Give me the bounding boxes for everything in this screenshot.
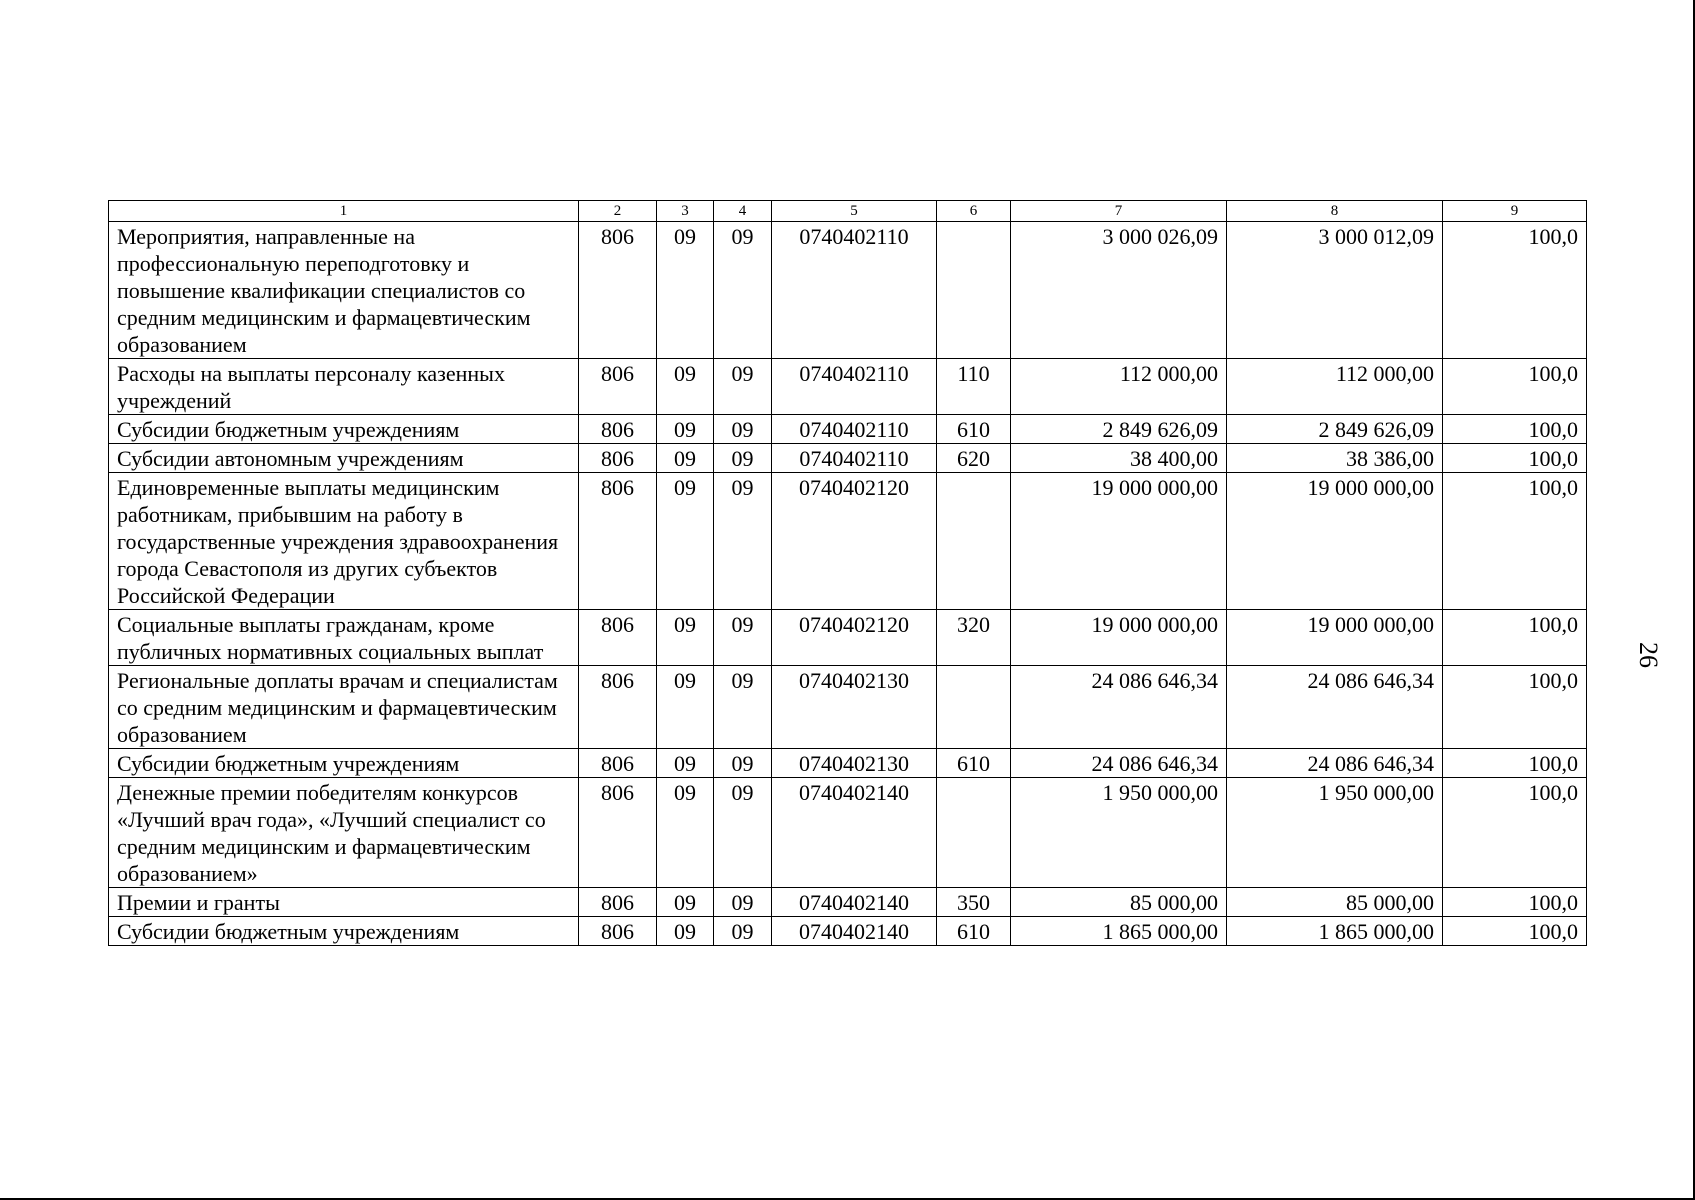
cell-col4: 09 — [714, 778, 772, 888]
cell-col4: 09 — [714, 917, 772, 946]
column-header-6: 6 — [937, 201, 1011, 222]
cell-col9: 100,0 — [1443, 888, 1587, 917]
cell-col7: 38 400,00 — [1011, 444, 1227, 473]
cell-col6 — [937, 778, 1011, 888]
cell-col7: 1 865 000,00 — [1011, 917, 1227, 946]
cell-name: Субсидии бюджетным учреждениям — [109, 749, 579, 778]
cell-name: Субсидии автономным учреждениям — [109, 444, 579, 473]
cell-col2: 806 — [579, 917, 657, 946]
cell-col5: 0740402130 — [772, 749, 937, 778]
cell-col8: 24 086 646,34 — [1227, 666, 1443, 749]
cell-col3: 09 — [657, 666, 714, 749]
table-row — [109, 917, 1587, 946]
cell-col9: 100,0 — [1443, 749, 1587, 778]
cell-col7: 3 000 026,09 — [1011, 222, 1227, 359]
cell-name: Денежные премии победителям конкурсов «Лучший врач года», «Лучший специалист со средним медицинским и фармацевтическим образованием» — [109, 778, 579, 888]
cell-col9: 100,0 — [1443, 415, 1587, 444]
cell-col5: 0740402110 — [772, 359, 937, 415]
cell-col5: 0740402110 — [772, 444, 937, 473]
column-header-8: 8 — [1227, 201, 1443, 222]
table-row — [109, 610, 1587, 666]
cell-col4: 09 — [714, 415, 772, 444]
cell-col5: 0740402120 — [772, 473, 937, 610]
cell-col7: 2 849 626,09 — [1011, 415, 1227, 444]
table-row — [109, 359, 1587, 415]
column-header-3: 3 — [657, 201, 714, 222]
cell-col7: 19 000 000,00 — [1011, 610, 1227, 666]
cell-col7: 24 086 646,34 — [1011, 749, 1227, 778]
cell-col3: 09 — [657, 222, 714, 359]
cell-col8: 19 000 000,00 — [1227, 473, 1443, 610]
cell-name: Субсидии бюджетным учреждениям — [109, 415, 579, 444]
column-header-4: 4 — [714, 201, 772, 222]
cell-col4: 09 — [714, 888, 772, 917]
cell-col9: 100,0 — [1443, 778, 1587, 888]
cell-col9: 100,0 — [1443, 610, 1587, 666]
table-row — [109, 473, 1587, 610]
cell-col8: 24 086 646,34 — [1227, 749, 1443, 778]
cell-col2: 806 — [579, 778, 657, 888]
cell-col5: 0740402120 — [772, 610, 937, 666]
cell-col5: 0740402110 — [772, 222, 937, 359]
budget-table — [108, 200, 1587, 946]
cell-name: Социальные выплаты гражданам, кроме публичных нормативных социальных выплат — [109, 610, 579, 666]
cell-col4: 09 — [714, 610, 772, 666]
cell-col8: 19 000 000,00 — [1227, 610, 1443, 666]
column-header-9: 9 — [1443, 201, 1587, 222]
cell-col8: 85 000,00 — [1227, 888, 1443, 917]
cell-col6: 610 — [937, 415, 1011, 444]
cell-col4: 09 — [714, 749, 772, 778]
cell-col3: 09 — [657, 610, 714, 666]
cell-col6: 620 — [937, 444, 1011, 473]
cell-name: Субсидии бюджетным учреждениям — [109, 917, 579, 946]
cell-col3: 09 — [657, 888, 714, 917]
cell-col9: 100,0 — [1443, 359, 1587, 415]
cell-col4: 09 — [714, 473, 772, 610]
cell-col9: 100,0 — [1443, 222, 1587, 359]
cell-col8: 1 950 000,00 — [1227, 778, 1443, 888]
cell-col2: 806 — [579, 359, 657, 415]
cell-col3: 09 — [657, 415, 714, 444]
cell-col5: 0740402130 — [772, 666, 937, 749]
table-row — [109, 444, 1587, 473]
table-row — [109, 749, 1587, 778]
cell-col2: 806 — [579, 415, 657, 444]
cell-col6: 110 — [937, 359, 1011, 415]
cell-col4: 09 — [714, 222, 772, 359]
cell-col7: 1 950 000,00 — [1011, 778, 1227, 888]
cell-name: Расходы на выплаты персоналу казенных учреждений — [109, 359, 579, 415]
column-header-2: 2 — [579, 201, 657, 222]
cell-name: Единовременные выплаты медицинским работникам, прибывшим на работу в государственные учреждения здравоохранения города Севастополя из других субъектов Российской Федерации — [109, 473, 579, 610]
cell-col2: 806 — [579, 444, 657, 473]
header-row — [109, 201, 1587, 222]
cell-col2: 806 — [579, 610, 657, 666]
table-row — [109, 778, 1587, 888]
table-row — [109, 222, 1587, 359]
cell-col6: 610 — [937, 917, 1011, 946]
cell-col8: 1 865 000,00 — [1227, 917, 1443, 946]
cell-col9: 100,0 — [1443, 444, 1587, 473]
cell-col3: 09 — [657, 359, 714, 415]
cell-col4: 09 — [714, 666, 772, 749]
column-header-7: 7 — [1011, 201, 1227, 222]
cell-col9: 100,0 — [1443, 917, 1587, 946]
cell-col8: 38 386,00 — [1227, 444, 1443, 473]
cell-col5: 0740402140 — [772, 778, 937, 888]
cell-col6: 320 — [937, 610, 1011, 666]
table-row — [109, 415, 1587, 444]
cell-col6 — [937, 222, 1011, 359]
cell-col6: 350 — [937, 888, 1011, 917]
cell-col3: 09 — [657, 778, 714, 888]
table-row — [109, 888, 1587, 917]
cell-col4: 09 — [714, 444, 772, 473]
cell-col5: 0740402140 — [772, 888, 937, 917]
cell-col2: 806 — [579, 749, 657, 778]
cell-col3: 09 — [657, 917, 714, 946]
cell-col7: 112 000,00 — [1011, 359, 1227, 415]
cell-name: Премии и гранты — [109, 888, 579, 917]
page-number: 26 — [1634, 642, 1663, 668]
cell-col3: 09 — [657, 444, 714, 473]
cell-col7: 85 000,00 — [1011, 888, 1227, 917]
cell-col6 — [937, 666, 1011, 749]
cell-col9: 100,0 — [1443, 473, 1587, 610]
cell-col2: 806 — [579, 888, 657, 917]
table-header — [109, 201, 1587, 222]
table-row — [109, 666, 1587, 749]
cell-col8: 112 000,00 — [1227, 359, 1443, 415]
cell-col2: 806 — [579, 666, 657, 749]
cell-col4: 09 — [714, 359, 772, 415]
cell-col3: 09 — [657, 749, 714, 778]
cell-col2: 806 — [579, 222, 657, 359]
cell-col6: 610 — [937, 749, 1011, 778]
cell-col7: 19 000 000,00 — [1011, 473, 1227, 610]
cell-col5: 0740402140 — [772, 917, 937, 946]
column-header-1: 1 — [109, 201, 579, 222]
cell-name: Мероприятия, направленные на профессиональную переподготовку и повышение квалификации специалистов со средним медицинским и фармацевтическим образованием — [109, 222, 579, 359]
cell-col7: 24 086 646,34 — [1011, 666, 1227, 749]
cell-col9: 100,0 — [1443, 666, 1587, 749]
cell-col8: 2 849 626,09 — [1227, 415, 1443, 444]
cell-col5: 0740402110 — [772, 415, 937, 444]
cell-col6 — [937, 473, 1011, 610]
cell-col3: 09 — [657, 473, 714, 610]
cell-col8: 3 000 012,09 — [1227, 222, 1443, 359]
column-header-5: 5 — [772, 201, 937, 222]
table-body — [109, 222, 1587, 946]
cell-name: Региональные доплаты врачам и специалистам со средним медицинским и фармацевтическим образованием — [109, 666, 579, 749]
cell-col2: 806 — [579, 473, 657, 610]
